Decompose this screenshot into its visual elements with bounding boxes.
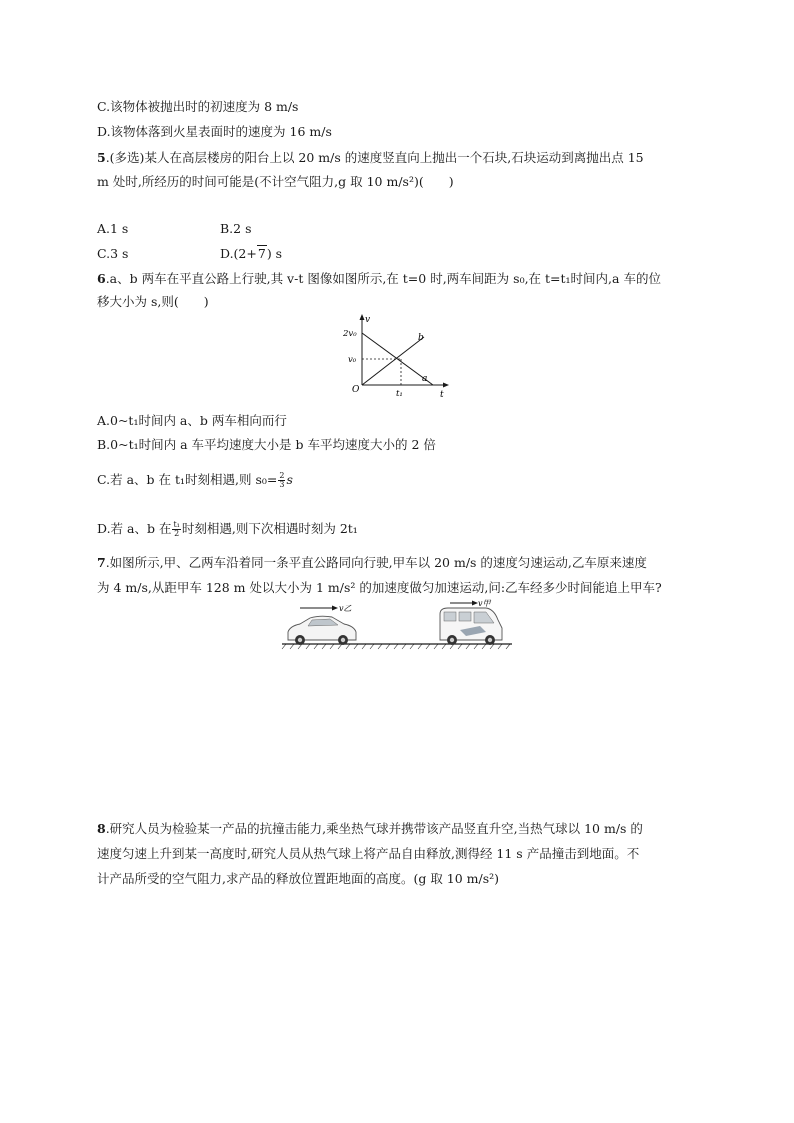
q6-option-c-prefix: C.若 a、b 在 t₁时刻相遇,则 s₀=: [97, 472, 278, 487]
q6-option-b: B.0~t₁时间内 a 车平均速度大小是 b 车平均速度大小的 2 倍: [97, 437, 436, 452]
graph-label-v: v: [365, 315, 371, 325]
label-v-yi: v乙: [339, 604, 352, 613]
q5-stem-line-2: m 处时,所经历的时间可能是(不计空气阻力,g 取 10 m/s²)( ): [97, 174, 454, 189]
q5-stem-text-1: 某人在高层楼房的阳台上以 20 m/s 的速度竖直向上抛出一个石块,石块运动到离抛出点 15: [144, 150, 644, 165]
car-yi-icon: [288, 616, 356, 645]
q5-stem-line-1: [97, 150, 644, 166]
q8-stem-line-3: 计产品所受的空气阻力,求产品的释放位置距地面的高度。(g 取 10 m/s²): [97, 871, 500, 886]
graph-label-t1: t₁: [396, 389, 403, 399]
q5-option-b: B.2 s: [220, 221, 252, 236]
graph-line-b: [362, 337, 424, 385]
velocity-arrowhead-yi: [332, 606, 338, 611]
q7-number: 7: [97, 555, 106, 570]
q6-option-c-suffix: s: [286, 472, 293, 487]
q6-number: 6: [97, 271, 106, 286]
q6-option-a: A.0~t₁时间内 a、b 两车相向而行: [97, 413, 287, 428]
q8-stem-text-1: .研究人员为检验某一产品的抗撞击能力,乘坐热气球并携带该产品竖直升空,当热气球以 10 m/s 的: [105, 821, 643, 836]
graph-label-v0: v₀: [348, 355, 357, 365]
graph-label-a: a: [422, 374, 428, 384]
q7-stem-text-1: .如图所示,甲、乙两车沿着同一条平直公路同向行驶,甲车以 20 m/s 的速度匀速运动,乙车原来速度: [105, 555, 647, 570]
graph-x-arrow: [443, 383, 449, 388]
q6-stem-line-2: 移大小为 s,则( ): [97, 294, 209, 309]
graph-label-origin: O: [352, 385, 360, 395]
label-v-jia: v甲: [478, 599, 491, 608]
fraction-numerator: 2: [279, 471, 285, 480]
q5-option-d: [220, 246, 282, 262]
q8-stem-line-1: [97, 821, 643, 837]
q6-option-c: [97, 472, 293, 489]
sqrt-radicand: 7: [257, 246, 266, 261]
q6-stem-line-1: [97, 271, 661, 287]
q8-stem-line-2: 速度匀速上升到某一高度时,研究人员从热气球上将产品自由释放,测得经 11 s 产品撞击到地面。不: [97, 846, 640, 861]
graph-label-b: b: [418, 333, 424, 343]
q5-tag: .(多选): [105, 150, 145, 165]
vt-graph: [340, 312, 455, 400]
q5-option-d-suffix: ) s: [266, 246, 283, 261]
graph-label-t: t: [440, 390, 444, 400]
q8-number: 8: [97, 821, 106, 836]
q5-option-c: C.3 s: [97, 246, 129, 261]
q7-stem-line-2: 为 4 m/s,从距甲车 128 m 处以大小为 1 m/s² 的加速度做匀加速运动,问:乙车经多少时间能追上甲车?: [97, 580, 662, 595]
q5-option-a: A.1 s: [97, 221, 129, 236]
q4-option-d: D.该物体落到火星表面时的速度为 16 m/s: [97, 124, 332, 139]
q5-option-d-prefix: D.(2+: [220, 246, 257, 261]
fraction-two-thirds: [278, 472, 285, 489]
q7-stem-line-1: [97, 555, 647, 571]
fraction-denominator: 2: [174, 529, 180, 538]
q6-option-d-prefix: D.若 a、b 在: [97, 521, 172, 536]
q4-option-c: C.该物体被抛出时的初速度为 8 m/s: [97, 99, 299, 114]
q6-option-d-suffix: 时刻相遇,则下次相遇时刻为 2t₁: [181, 521, 358, 536]
fraction-t1-half: [172, 521, 180, 538]
graph-y-arrow: [360, 314, 365, 320]
q5-number: 5: [97, 150, 106, 165]
fraction-numerator: t₁: [173, 520, 180, 529]
q6-option-d: [97, 521, 358, 538]
cars-figure: [280, 596, 516, 652]
fraction-denominator: 3: [279, 480, 285, 489]
car-jia-icon: [440, 608, 502, 645]
q6-stem-text-1: .a、b 两车在平直公路上行驶,其 v-t 图像如图所示,在 t=0 时,两车间距为 s₀,在 t=t₁时间内,a 车的位: [105, 271, 661, 286]
ground-hatching: [282, 644, 510, 649]
graph-label-2v0: 2v₀: [343, 329, 357, 339]
